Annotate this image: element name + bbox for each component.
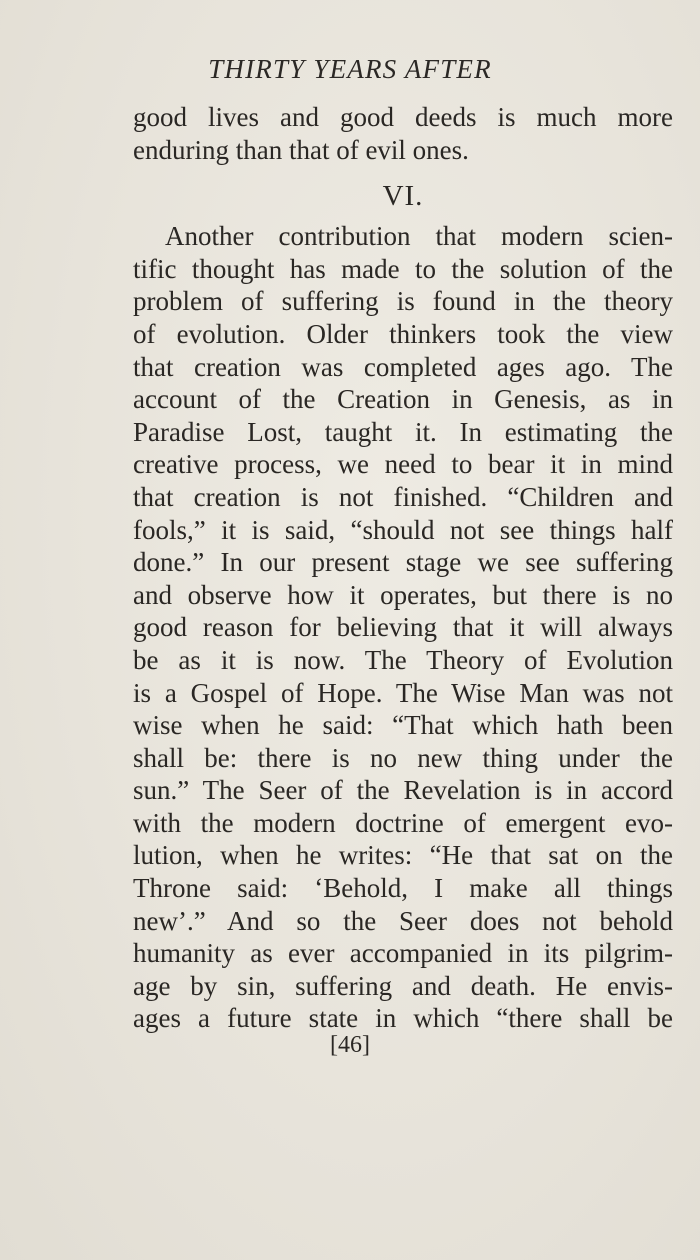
text-line: humanity as ever accompanied in its pilgrim- — [133, 938, 673, 969]
text-line: good reason for believing that it will always — [133, 612, 673, 643]
text-line: that creation is not finished. “Children and — [133, 481, 673, 512]
text-line: tific thought has made to the solution of the — [133, 253, 673, 284]
text-line: with the modern doctrine of emergent evo- — [133, 807, 673, 838]
text-line: account of the Creation in Genesis, as in — [133, 384, 673, 415]
text-line: new’.” And so the Seer does not behold — [133, 905, 673, 936]
text-line: ages a future state in which “there shall be — [133, 1003, 673, 1034]
text-line: enduring than that of evil ones. — [133, 134, 469, 165]
text-line: that creation was completed ages ago. The — [133, 351, 673, 382]
text-line: done.” In our present stage we see suffering — [133, 547, 673, 578]
text-line: fools,” it is said, “should not see things half — [133, 514, 673, 545]
body-text — [133, 101, 673, 1035]
text-line: shall be: there is no new thing under the — [133, 742, 673, 773]
text-line: is a Gospel of Hope. The Wise Man was not — [133, 677, 673, 708]
text-line: of evolution. Older thinkers took the view — [133, 318, 673, 349]
text-line: Another contribution that modern scien- — [165, 221, 673, 252]
page-number-text: [46] — [330, 1032, 370, 1058]
text-line: wise when he said: “That which hath been — [133, 710, 673, 741]
section-heading: VI. — [382, 180, 424, 213]
page-number — [0, 1032, 700, 1059]
text-line: Paradise Lost, taught it. In estimating the — [133, 416, 673, 447]
text-line: Throne said: ‘Behold, I make all things — [133, 873, 673, 904]
running-head: THIRTY YEARS AFTER — [208, 54, 492, 84]
text-line: good lives and good deeds is much more — [133, 102, 673, 132]
text-line: sun.” The Seer of the Revelation is in accord — [133, 775, 673, 806]
text-line: age by sin, suffering and death. He envis- — [133, 970, 673, 1001]
text-line: be as it is now. The Theory of Evolution — [133, 644, 673, 675]
text-line: lution, when he writes: “He that sat on the — [133, 840, 673, 871]
text-line: problem of suffering is found in the theory — [133, 286, 673, 317]
text-line: creative process, we need to bear it in mind — [133, 449, 673, 480]
text-line: and observe how it operates, but there is no — [133, 579, 673, 610]
